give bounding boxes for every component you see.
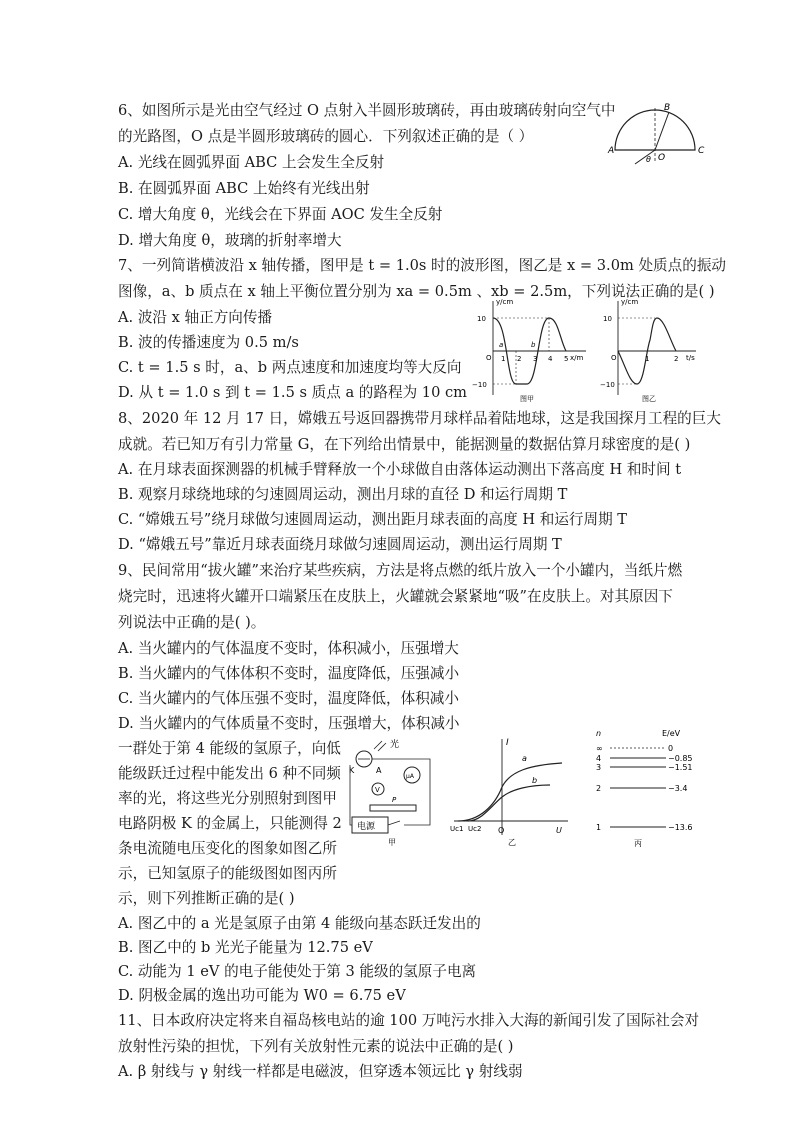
svg-text:x/m: x/m — [570, 354, 584, 362]
q9-option-c: C. 当火罐内的气体压强不变时，温度降低，体积减小 — [118, 690, 459, 707]
q10-energy-level-figure-bing — [590, 726, 700, 852]
svg-text:2: 2 — [517, 355, 522, 363]
svg-text:1: 1 — [645, 355, 650, 363]
svg-text:Uc1: Uc1 — [450, 825, 464, 833]
svg-text:a: a — [522, 754, 527, 763]
q8-stem-line1: 8、2020 年 12 月 17 日，嫦娥五号返回器携带月球样品着陆地球，这是我国探月工程的巨大 — [118, 410, 721, 427]
curve-b — [468, 785, 550, 821]
q11-stem-line1: 11、日本政府决定将来自福岛核电站的逾 100 万吨污水排入大海的新闻引发了国际社会对 — [118, 1012, 700, 1029]
figure-caption: 乙 — [508, 838, 516, 847]
q6-option-b: B. 在圆弧界面 ABC 上始终有光线出射 — [118, 180, 370, 197]
label-o: O — [658, 153, 666, 163]
svg-text:y/cm: y/cm — [496, 298, 514, 306]
q8-option-d: D. “嫦娥五号”靠近月球表面绕月球做匀速圆周运动，测出运行周期 T — [118, 536, 562, 553]
q9-option-d: D. 当火罐内的气体质量不变时，压强增大，体积减小 — [118, 715, 460, 732]
svg-text:V: V — [375, 786, 380, 794]
q6-semicircle-figure — [600, 100, 710, 165]
q6-option-c: C. 增大角度 θ，光线会在下界面 AOC 发生全反射 — [118, 206, 443, 223]
svg-text:K: K — [349, 766, 355, 775]
q6-stem-line2: 的光路图，O 点是半圆形玻璃砖的圆心．下列叙述正确的是（ ） — [118, 128, 534, 145]
figure-caption: 图甲 — [520, 395, 534, 403]
svg-text:I: I — [506, 738, 509, 748]
q9-stem-line1: 9、民间常用“拔火罐”来治疗某些疾病，方法是将点燃的纸片放入一个小罐内，当纸片燃 — [118, 562, 683, 579]
svg-text:−1.51: −1.51 — [668, 763, 693, 772]
label-c: C — [698, 146, 705, 156]
svg-text:P: P — [392, 796, 397, 804]
figure-caption: 图乙 — [642, 395, 656, 403]
svg-text:2: 2 — [674, 355, 679, 363]
q7-option-b: B. 波的传播速度为 0.5 m/s — [118, 334, 299, 351]
q10-stem-line5: 条电流随电压变化的图象如图乙所 — [118, 840, 337, 857]
svg-text:Uc2: Uc2 — [468, 825, 482, 833]
q8-stem-line2: 成就。若已知万有引力常量 G，在下列给出情景中，能据测量的数据估算月球密度的是( ) — [118, 436, 691, 453]
q10-option-d: D. 阴极金属的逸出功可能为 W0 = 6.75 eV — [118, 987, 406, 1004]
q6-option-a: A. 光线在圆弧界面 ABC 上会发生全反射 — [118, 154, 385, 171]
svg-text:A: A — [376, 766, 382, 775]
q10-option-c: C. 动能为 1 eV 的电子能使处于第 3 能级的氢原子电离 — [118, 963, 477, 980]
svg-text:−0.85: −0.85 — [668, 754, 693, 763]
incident-ray — [635, 150, 655, 164]
svg-text:电源: 电源 — [357, 822, 376, 832]
svg-text:μA: μA — [406, 773, 414, 780]
q9-option-a: A. 当火罐内的气体温度不变时，体积减小，压强增大 — [118, 640, 459, 657]
svg-text:−10: −10 — [472, 381, 487, 389]
svg-text:b: b — [531, 341, 536, 349]
q7-wave-figure-jia — [468, 295, 590, 403]
q6-option-d: D. 增大角度 θ，玻璃的折射率增大 — [118, 232, 342, 249]
svg-text:b: b — [532, 776, 538, 785]
figure-caption: 丙 — [634, 839, 642, 848]
q10-iv-graph-figure-yi — [450, 735, 570, 847]
svg-text:0: 0 — [668, 744, 674, 753]
svg-text:U: U — [556, 826, 562, 835]
q7-option-c: C. t = 1.5 s 时，a、b 两点速度和加速度均等大反向 — [118, 359, 462, 376]
q10-stem-line7: 示，则下列推断正确的是( ) — [118, 890, 295, 907]
q8-option-c: C. “嫦娥五号”绕月球做匀速圆周运动，测出距月球表面的高度 H 和运行周期 T — [118, 511, 628, 528]
svg-text:光: 光 — [390, 740, 400, 750]
q10-stem-line6: 示，已知氢原子的能级图如图丙所 — [118, 865, 337, 882]
svg-text:10: 10 — [477, 315, 486, 323]
q10-option-a: A. 图乙中的 a 光是氢原子由第 4 能级向基态跃迁发出的 — [118, 915, 481, 932]
svg-text:t/s: t/s — [686, 354, 695, 362]
q9-stem-line3: 列说法中正确的是( )。 — [118, 614, 266, 631]
q7-option-d: D. 从 t = 1.0 s 到 t = 1.5 s 质点 a 的路程为 10 cm — [118, 384, 468, 401]
svg-text:2: 2 — [596, 784, 602, 793]
q8-option-a: A. 在月球表面探测器的机械手臂释放一个小球做自由落体运动测出下落高度 H 和时间 t — [118, 461, 682, 478]
svg-text:n: n — [596, 729, 602, 738]
label-theta: θ — [646, 155, 651, 164]
q7-vibration-figure-yi — [600, 295, 700, 403]
svg-text:O: O — [486, 354, 492, 362]
refracted-ray — [655, 112, 669, 150]
svg-text:−3.4: −3.4 — [668, 784, 688, 793]
svg-text:−10: −10 — [600, 381, 615, 389]
svg-text:1: 1 — [596, 823, 602, 832]
svg-text:4: 4 — [596, 754, 602, 763]
svg-text:y/cm: y/cm — [621, 298, 639, 306]
svg-text:5: 5 — [564, 355, 569, 363]
q11-option-a: A. β 射线与 γ 射线一样都是电磁波，但穿透本领远比 γ 射线弱 — [118, 1063, 523, 1080]
q7-stem-line1: 7、一列简谐横波沿 x 轴传播，图甲是 t = 1.0s 时的波形图，图乙是 x = 3.0m 处质点的振动 — [118, 257, 727, 274]
q10-option-b: B. 图乙中的 b 光光子能量为 12.75 eV — [118, 939, 373, 956]
svg-text:E/eV: E/eV — [662, 729, 681, 738]
label-b: B — [664, 103, 671, 113]
q10-circuit-figure-jia — [344, 735, 440, 847]
figure-caption: 甲 — [388, 838, 396, 847]
q11-stem-line2: 放射性污染的担忧，下列有关放射性元素的说法中正确的是( ) — [118, 1038, 514, 1055]
svg-text:1: 1 — [501, 355, 506, 363]
q10-stem-line4: 电路阴极 K 的金属上，只能测得 2 — [118, 815, 342, 832]
q6-stem-line1: 6、如图所示是光由空气经过 O 点射入半圆形玻璃砖，再由玻璃砖射向空气中 — [118, 102, 616, 119]
q9-stem-line2: 烧完时，迅速将火罐开口端紧压在皮肤上，火罐就会紧紧地“吸”在皮肤上。对其原因下 — [118, 588, 673, 605]
svg-text:4: 4 — [548, 355, 553, 363]
svg-text:10: 10 — [603, 315, 612, 323]
svg-text:O: O — [611, 354, 617, 362]
label-a: A — [608, 146, 615, 156]
svg-text:a: a — [499, 341, 504, 349]
q10-stem-line1: 一群处于第 4 能级的氢原子，向低 — [118, 740, 341, 757]
q7-option-a: A. 波沿 x 轴正方向传播 — [118, 309, 273, 326]
q7-stem-line2: 图像，a、b 质点在 x 轴上平衡位置分别为 xa = 0.5m 、xb = 2.5m，下列说法正确的是( ) — [118, 283, 715, 300]
svg-text:O: O — [498, 826, 505, 835]
q8-option-b: B. 观察月球绕地球的匀速圆周运动，测出月球的直径 D 和运行周期 T — [118, 486, 568, 503]
svg-text:3: 3 — [596, 763, 602, 772]
q9-option-b: B. 当火罐内的气体体积不变时，温度降低，压强减小 — [118, 665, 460, 682]
svg-text:∞: ∞ — [596, 744, 603, 753]
svg-text:3: 3 — [533, 355, 538, 363]
q10-stem-line3: 率的光，将这些光分别照射到图甲 — [118, 790, 337, 807]
svg-text:−13.6: −13.6 — [668, 823, 693, 832]
q10-stem-line2: 能级跃迁过程中能发出 6 种不同频 — [118, 765, 341, 782]
